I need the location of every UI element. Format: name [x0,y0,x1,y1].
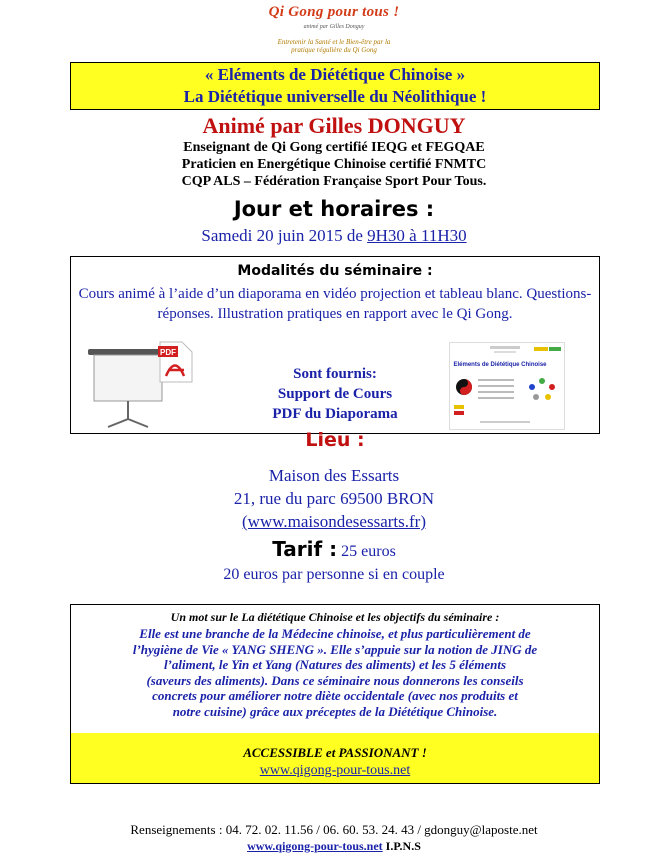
presenter-name: Animé par Gilles DONGUY [202,113,466,138]
logo-title: Qi Gong pour tous ! [268,4,400,20]
location-website-link[interactable]: (www.maisondesessarts.fr) [242,512,426,531]
about-accessible: ACCESSIBLE et PASSIONANT ! [243,745,427,760]
footer-website-link[interactable]: www.qigong-pour-tous.net [247,839,383,853]
credential-1: Enseignant de Qi Gong certifié IEQG et FEGQAE [183,140,485,155]
about-line-4: (saveurs des aliments). Dans ce séminaire nous donnerons les conseils [146,672,524,688]
slide-thumbnail-graphic [450,343,564,429]
pricing-price: 25 euros [341,543,396,560]
pricing-couple: 20 euros par personne si en couple [223,566,445,583]
logo-subtitle: animé par Gilles Donguy [303,24,365,30]
about-text [75,626,595,719]
credential-2: Praticien en Energétique Chinoise certifié FNMTC [181,157,487,172]
pricing [0,537,668,561]
logo-tagline: Entretenir la Santé et le Bien-être par la pratique régulière du Qi Gong [277,38,391,54]
pricing-title: Tarif : [272,537,338,561]
about-line-5: concrets pour améliorer notre diète occidentale (avec nos produits et [152,688,518,703]
slide-thumbnail [449,342,565,430]
seminar-description: Cours animé à l’aide d’un diaporama en vidéo projection et tableau blanc. Questions-réponses. Illustration pratiques en rapport avec le Qi Gong. [78,286,592,322]
schedule-title: Jour et horaires : [233,197,435,221]
credential-3: CQP ALS – Fédération Française Sport Pour Tous. [181,174,487,189]
slide-thumbnail-title: Eléments de Diététique Chinoise [453,362,547,368]
about-box [70,604,600,784]
provided-item-2: PDF du Diaporama [272,406,398,422]
title-line-2: La Diététique universelle du Néolithique ! [183,87,487,106]
location-name: Maison des Essarts [268,466,400,485]
title-box [70,62,600,110]
about-website-link[interactable]: www.qigong-pour-tous.net [259,763,411,778]
location-title: Lieu : [305,429,365,451]
seminar-title: Modalités du séminaire : [237,263,433,279]
footer-ipns [0,839,668,854]
footer-ipns-label: I.P.N.S [382,839,421,853]
pdf-icon-label: PDF [160,348,176,357]
location-address: 21, rue du parc 69500 BRON [233,489,435,508]
schedule-date-prefix: Samedi 20 juin 2015 de [201,226,368,245]
about-line-3: l’aliment, le Yin et Yang (Natures des aliments) et les 5 éléments [163,657,507,672]
about-line-2: l’hygiène de Vie « YANG SHENG ». Elle s’appuie sur la notion de JING de [132,641,538,657]
about-line-1: Elle est une branche de la Médecine chinoise, et plus particulièrement de [139,626,531,641]
footer-contact: Renseignements : 04. 72. 02. 11.56 / 06. 60. 53. 24. 43 / gdonguy@laposte.net [130,822,538,837]
provided-item-1: Support de Cours [277,386,393,402]
schedule-date [0,226,668,246]
provided-title: Sont fournis: [293,366,377,382]
about-line-6: notre cuisine) grâce aux préceptes de la Diététique Chinoise. [172,703,498,719]
schedule-time: 9H30 à 11H30 [367,226,467,245]
title-line-1: « Eléments de Diététique Chinoise » [204,65,466,84]
logo [265,2,403,52]
pdf-icon [158,340,194,384]
about-heading: Un mot sur le La diététique Chinoise et les objectifs du séminaire : [170,610,500,624]
